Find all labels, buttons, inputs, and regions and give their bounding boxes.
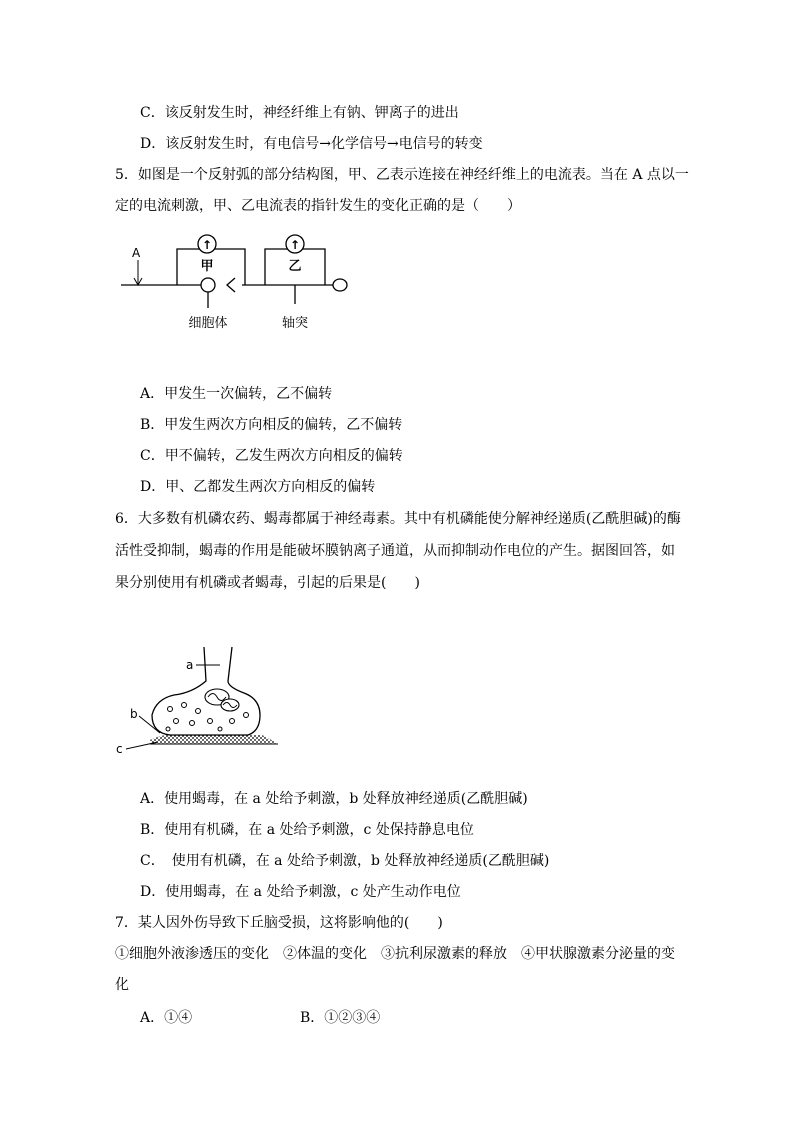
- q6-stem-line2: 活性受抑制，蝎毒的作用是能破坏膜钠离子通道，从而抑制动作电位的产生。据图回答，如: [115, 543, 675, 559]
- q5-option-c: C．甲不偏转，乙发生两次方向相反的偏转: [140, 448, 403, 464]
- cell-body-circle: [201, 278, 215, 292]
- label-a: a: [186, 658, 194, 672]
- vesicle: [168, 707, 173, 712]
- q6-option-b: B．使用有机磷，在 a 处给予刺激，c 处保持静息电位: [140, 822, 474, 838]
- q5-option-d: D．甲、乙都发生两次方向相反的偏转: [140, 479, 376, 495]
- up-arrow-icon: ↑: [289, 238, 301, 252]
- q5-option-b: B．甲发生两次方向相反的偏转，乙不偏转: [140, 417, 403, 433]
- q6-stem-line1: 6．大多数有机磷农药、蝎毒都属于神经毒素。其中有机磷能使分解神经递质(乙酰胆碱)的酶: [115, 511, 681, 527]
- q5-stem-line1: 5．如图是一个反射弧的部分结构图，甲、乙表示连接在神经纤维上的电流表。当在 A 点以一: [115, 167, 689, 183]
- label-axon: 轴突: [281, 316, 309, 331]
- q5-stem-line2: 定的电流刺激，甲、乙电流表的指针发生的变化正确的是（ ）: [115, 198, 521, 214]
- presynaptic-terminal: [152, 647, 260, 735]
- vesicle: [230, 719, 235, 724]
- q7-option-a: A．①④: [140, 1010, 193, 1026]
- vesicle: [190, 721, 195, 726]
- label-yi: 乙: [288, 259, 302, 274]
- q6-option-c: C． 使用有机磷，在 a 处给予刺激，b 处释放神经递质(乙酰胆碱): [140, 853, 550, 869]
- q7-items-line1: ①细胞外液渗透压的变化 ②体温的变化 ③抗利尿激素的释放 ④甲状腺激素分泌量的变: [115, 946, 675, 962]
- q6-option-d: D．使用蝎毒，在 a 处给予刺激，c 处产生动作电位: [140, 884, 461, 900]
- q7-items-line2: 化: [115, 977, 129, 993]
- vesicle: [166, 727, 170, 731]
- label-cell-body: 细胞体: [188, 316, 228, 331]
- vesicle: [244, 713, 249, 718]
- q6-option-a: A．使用蝎毒，在 a 处给予刺激，b 处释放神经递质(乙酰胆碱): [140, 791, 528, 807]
- vesicle: [174, 719, 179, 724]
- reflex-arc-figure: [115, 228, 355, 338]
- q4-option-d: D．该反射发生时，有电信号→化学信号→电信号的转变: [140, 136, 483, 152]
- q5-option-a: A．甲发生一次偏转，乙不偏转: [140, 386, 333, 402]
- label-c: c: [116, 742, 123, 756]
- synapse-figure: [112, 645, 284, 757]
- vesicle: [196, 709, 201, 714]
- label-b: b: [130, 707, 138, 721]
- q7-option-b: B．①②③④: [300, 1010, 381, 1026]
- label-a-point: A: [132, 246, 141, 260]
- vesicle: [182, 703, 187, 708]
- postsynaptic-membrane: [150, 735, 278, 744]
- label-jia: 甲: [200, 259, 214, 274]
- vesicle: [218, 727, 222, 731]
- up-arrow-icon: ↑: [201, 238, 213, 252]
- vesicle: [208, 719, 213, 724]
- q7-stem: 7．某人因外伤导致下丘脑受损，这将影响他的( ): [115, 915, 443, 931]
- axon-end-ellipse: [333, 279, 347, 291]
- q4-option-c: C．该反射发生时，神经纤维上有钠、钾离子的进出: [140, 105, 459, 121]
- q6-stem-line3: 果分别使用有机磷或者蝎毒，引起的后果是( ): [115, 575, 420, 591]
- synapse-mark: [227, 278, 235, 292]
